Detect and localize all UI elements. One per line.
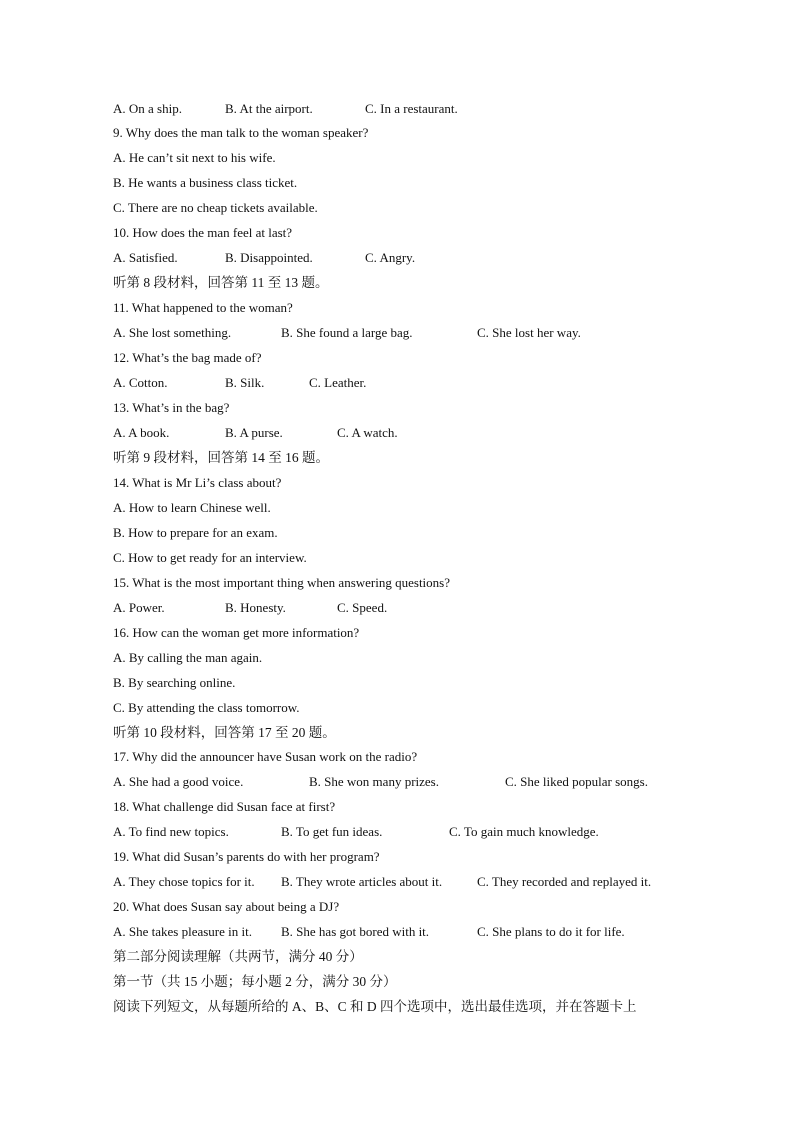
question-20: 20. What does Susan say about being a DJ? bbox=[113, 899, 340, 914]
question-19: 19. What did Susan’s parents do with her program? bbox=[113, 849, 380, 864]
option-line: B. How to prepare for an exam. bbox=[113, 525, 278, 540]
question-10: 10. How does the man feel at last? bbox=[113, 225, 293, 240]
section-instruction: 听第 8 段材料，回答第 11 至 13 题。 bbox=[113, 275, 329, 290]
option-b: B. She found a large bag. bbox=[281, 325, 413, 340]
option-line: C. By attending the class tomorrow. bbox=[113, 700, 300, 715]
question-18: 18. What challenge did Susan face at first? bbox=[113, 799, 336, 814]
reading-instruction: 阅读下列短文，从每题所给的 A、B、C 和 D 四个选项中，选出最佳选项，并在答题卡上 bbox=[113, 999, 637, 1014]
option-c: C. She plans to do it for life. bbox=[477, 924, 625, 939]
option-b: B. At the airport. bbox=[225, 101, 313, 116]
option-b: B. To get fun ideas. bbox=[281, 824, 383, 839]
option-a: A. Power. bbox=[113, 600, 165, 615]
option-c: C. To gain much knowledge. bbox=[449, 824, 599, 839]
option-line: B. He wants a business class ticket. bbox=[113, 175, 298, 190]
option-b: B. Silk. bbox=[225, 375, 265, 390]
option-a: A. She takes pleasure in it. bbox=[113, 924, 252, 939]
question-11: 11. What happened to the woman? bbox=[113, 300, 293, 315]
option-b: B. They wrote articles about it. bbox=[281, 874, 443, 889]
option-a: A. To find new topics. bbox=[113, 824, 229, 839]
question-15: 15. What is the most important thing when answering questions? bbox=[113, 575, 450, 590]
option-c: C. Speed. bbox=[337, 600, 388, 615]
question-9: 9. Why does the man talk to the woman speaker? bbox=[113, 125, 369, 140]
option-b: B. A purse. bbox=[225, 425, 283, 440]
question-17: 17. Why did the announcer have Susan work on the radio? bbox=[113, 749, 418, 764]
option-c: C. Leather. bbox=[309, 375, 367, 390]
option-a: A. She had a good voice. bbox=[113, 774, 244, 789]
option-c: C. In a restaurant. bbox=[365, 101, 458, 116]
option-line: C. How to get ready for an interview. bbox=[113, 550, 307, 565]
option-c: C. A watch. bbox=[337, 425, 398, 440]
option-a: A. She lost something. bbox=[113, 325, 232, 340]
option-b: B. She has got bored with it. bbox=[281, 924, 430, 939]
option-line: B. By searching online. bbox=[113, 675, 236, 690]
option-a: A. Cotton. bbox=[113, 375, 168, 390]
question-13: 13. What’s in the bag? bbox=[113, 400, 230, 415]
option-line: A. How to learn Chinese well. bbox=[113, 500, 271, 515]
option-c: C. She lost her way. bbox=[477, 325, 581, 340]
section-instruction: 听第 9 段材料，回答第 14 至 16 题。 bbox=[113, 450, 329, 465]
option-a: A. They chose topics for it. bbox=[113, 874, 255, 889]
option-b: B. She won many prizes. bbox=[309, 774, 439, 789]
section-instruction: 听第 10 段材料，回答第 17 至 20 题。 bbox=[113, 725, 336, 740]
option-line: A. He can’t sit next to his wife. bbox=[113, 150, 276, 165]
question-14: 14. What is Mr Li’s class about? bbox=[113, 475, 282, 490]
question-12: 12. What’s the bag made of? bbox=[113, 350, 262, 365]
option-line: C. There are no cheap tickets available. bbox=[113, 200, 318, 215]
option-a: A. A book. bbox=[113, 425, 170, 440]
part-heading: 第二部分阅读理解（共两节，满分 40 分） bbox=[113, 949, 363, 964]
option-line: A. By calling the man again. bbox=[113, 650, 263, 665]
option-a: A. Satisfied. bbox=[113, 250, 178, 265]
section-heading: 第一节（共 15 小题；每小题 2 分，满分 30 分） bbox=[113, 974, 397, 989]
question-16: 16. How can the woman get more information? bbox=[113, 625, 360, 640]
option-c: C. Angry. bbox=[365, 250, 416, 265]
option-b: B. Disappointed. bbox=[225, 250, 313, 265]
option-c: C. She liked popular songs. bbox=[505, 774, 648, 789]
option-c: C. They recorded and replayed it. bbox=[477, 874, 652, 889]
option-a: A. On a ship. bbox=[113, 101, 182, 116]
option-b: B. Honesty. bbox=[225, 600, 286, 615]
